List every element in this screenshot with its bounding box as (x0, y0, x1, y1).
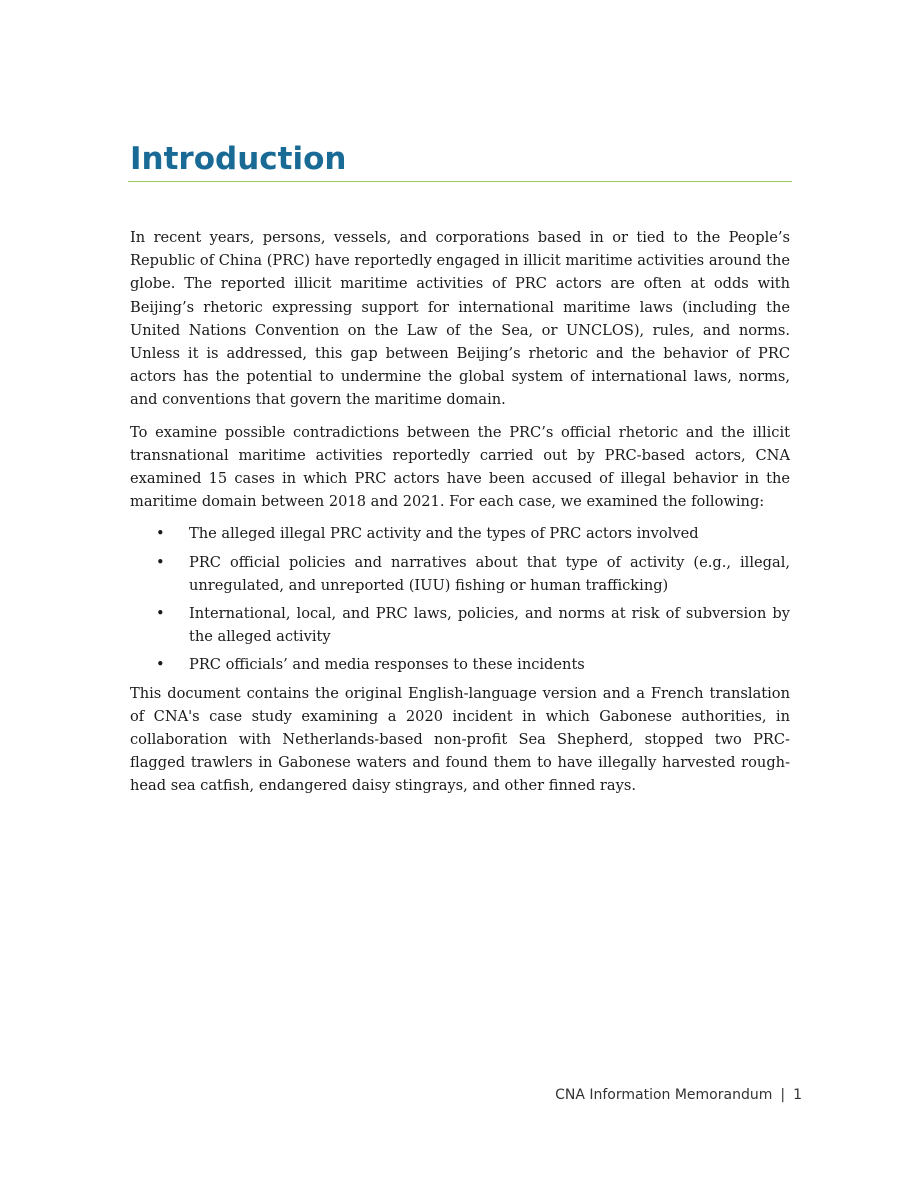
bullet-icon: • (156, 525, 165, 543)
list-item (130, 522, 790, 545)
document-body (130, 226, 790, 807)
list-item (130, 653, 790, 676)
paragraph-2: To examine possible contradictions between the PRC’s official rhetoric and the illicit transnational maritime activities reportedly carried out by PRC-based actors, CNA examined 15 cases in which PRC actors have been accused of illegal behavior in the maritime domain between 2018 and 2021. For each case, we examined the following: (130, 423, 790, 511)
paragraph-1: In recent years, persons, vessels, and corporations based in or tied to the People’s Republic of China (PRC) have reportedly engaged in illicit maritime activities around the globe. The reported illicit maritime activities of PRC actors are often at odds with Beijing’s rhetoric expressing support for international maritime laws (including the United Nations Convention on the Law of the Sea, or UNCLOS), rules, and norms. Unless it is addressed, this gap between Beijing’s rhetoric and the behavior of PRC actors has the potential to undermine the global system of international laws, norms, and conventions that govern the maritime domain. (130, 229, 790, 409)
bullet-icon: • (156, 605, 165, 623)
bullet-icon: • (156, 656, 165, 674)
publication-name: CNA Information Memorandum (555, 1087, 773, 1103)
paragraph-3: This document contains the original English-language version and a French translation of CNA's case study examining a 2020 incident in which Gabonese authorities, in collaboration with Netherlands-based non-profit Sea Shepherd, stopped two PRC-flagged trawlers in Gabonese waters and found them to have illegally harvested rough-head sea catfish, endangered daisy stingrays, and other finned rays. (130, 684, 790, 795)
bullet-icon: • (156, 553, 165, 571)
page-title: Introduction (130, 141, 347, 177)
list-item-text: PRC officials’ and media responses to these incidents (189, 656, 585, 674)
bullet-list (130, 522, 790, 676)
page-footer (555, 1085, 802, 1105)
page-number: 1 (793, 1087, 802, 1103)
list-item-text: International, local, and PRC laws, policies, and norms at risk of subversion by the alleged activity (189, 605, 790, 646)
footer-separator: | (780, 1087, 786, 1103)
list-item-text: The alleged illegal PRC activity and the types of PRC actors involved (189, 525, 699, 543)
list-item-text: PRC official policies and narratives about that type of activity (e.g., illegal, unregulated, and unreported (IUU) fishing or human trafficking) (189, 553, 790, 594)
list-item (130, 602, 790, 648)
list-item (130, 551, 790, 597)
title-underline (128, 181, 792, 182)
